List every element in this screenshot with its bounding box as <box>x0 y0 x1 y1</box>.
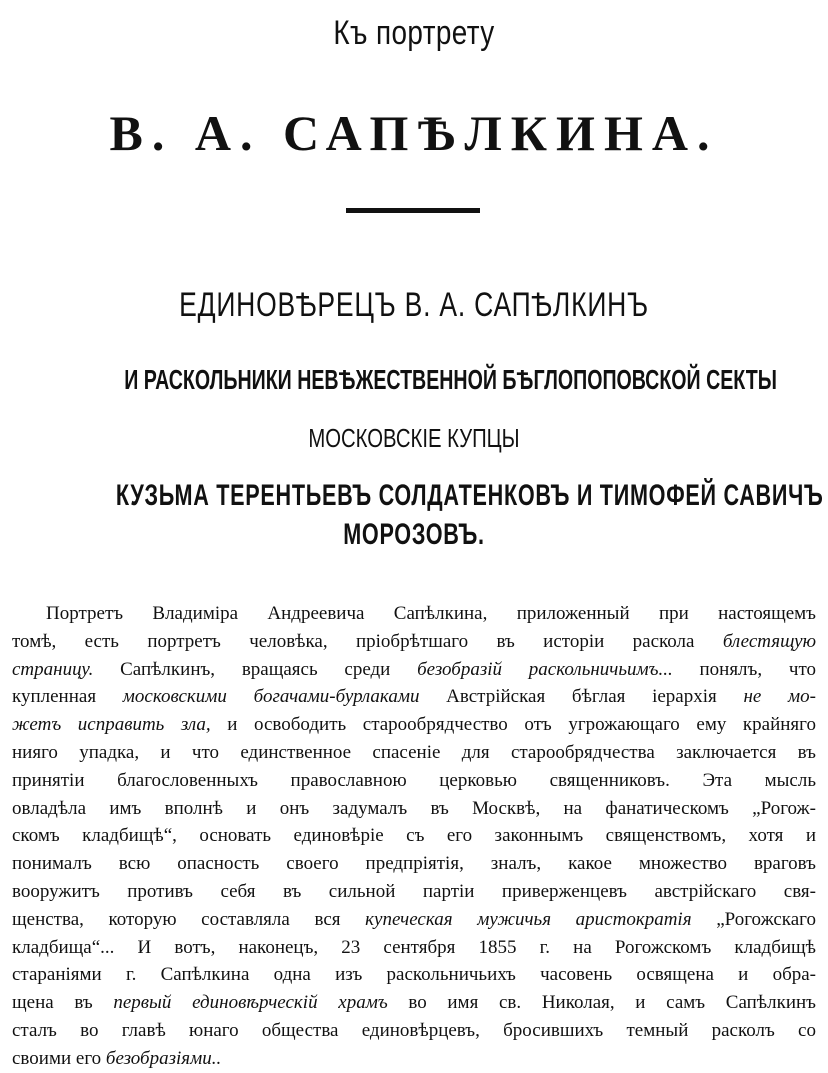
emphasis-text: безобразіями.. <box>105 1047 222 1069</box>
paragraph-line: понималъ всю опасность своего предпріятія, зналъ, какое множество враговъ <box>12 853 816 875</box>
emphasis-text: купеческая мужичья аристократія <box>365 908 692 930</box>
paragraph-line: овладѣла имъ вполнѣ и онъ задумалъ въ Москвѣ, на фанатическомъ „Рогож- <box>12 797 816 819</box>
paragraph-line: жетъ исправить зла, и освободить старообрядчество отъ угрожающаго ему крайняго <box>12 714 816 736</box>
title-line-1: Къ портрету <box>333 14 495 52</box>
emphasis-text: жетъ исправить зла, <box>12 714 211 736</box>
page-title: В. А. САПѢЛКИНА. <box>109 105 719 161</box>
emphasis-text: московскими богачами-бурлаками <box>122 686 420 708</box>
emphasis-text: страницу. <box>12 658 94 680</box>
paragraph-line: скомъ кладбищѣ“, основать единовѣріе съ его законнымъ священствомъ, хотя и <box>12 825 816 847</box>
subheading-4: КУЗЬМА ТЕРЕНТЬЕВЪ СОЛДАТЕНКОВЪ И ТИМОФЕЙ САВИЧЪ <box>115 479 824 512</box>
paragraph-line: Портретъ Владиміра Андреевича Сапѣлкина, приложенный при настоящемъ <box>46 603 816 624</box>
paragraph-line: страницу. Сапѣлкинъ, вращаясь среди безобразій раскольничьимъ... понялъ, что <box>12 658 816 680</box>
body-paragraph <box>12 600 816 1073</box>
paragraph-line: томѣ, есть портретъ человѣка, пріобрѣтшаго въ исторіи раскола блестящую <box>12 630 816 652</box>
paragraph-line: кладбища“... И вотъ, наконецъ, 23 сентября 1855 г. на Рогожскомъ кладбищѣ <box>12 936 816 958</box>
paragraph-line: купленная московскими богачами-бурлаками Австрійская бѣглая іерархія не мо- <box>12 686 816 708</box>
emphasis-text: первый единовѣрческій храмъ <box>113 992 388 1014</box>
paragraph-line: своими его безобразіями.. <box>12 1047 222 1069</box>
subheading-5: МОРОЗОВЪ. <box>343 518 485 551</box>
emphasis-text: не мо- <box>743 686 816 708</box>
subheading-3: МОСКОВСКІЕ КУПЦЫ <box>308 423 520 453</box>
paragraph-line: щенства, которую составляла вся купеческая мужичья аристократія „Рогожскаго <box>12 908 816 930</box>
emphasis-text: блестящую <box>722 630 816 652</box>
paragraph-line: вооружитъ противъ себя въ сильной партіи приверженцевъ австрійскаго свя- <box>12 880 816 902</box>
emphasis-text: безобразій раскольничьимъ... <box>417 658 673 680</box>
paragraph-line: стараніями г. Сапѣлкина одна изъ раскольничьихъ часовень освящена и обра- <box>12 964 816 986</box>
paragraph-line: нияго упадка, и что единственное спасеніе для старообрядчества заключается въ <box>12 741 816 763</box>
paragraph-line: щена въ первый единовѣрческій храмъ во имя св. Николая, и самъ Сапѣлкинъ <box>12 992 816 1014</box>
paragraph-line: принятіи благословенныхъ православною церковью священниковъ. Эта мысль <box>12 769 816 791</box>
title-divider <box>346 208 480 213</box>
paragraph-line: сталъ во главѣ юнаго общества единовѣрцевъ, бросившихъ темный расколъ со <box>12 1019 816 1041</box>
subheading-1: ЕДИНОВѢРЕЦЪ В. А. САПѢЛКИНЪ <box>179 286 649 324</box>
subheading-2: И РАСКОЛЬНИКИ НЕВѢЖЕСТВЕННОЙ БѢГЛОПОПОВСКОЙ СЕКТЫ <box>124 364 777 395</box>
